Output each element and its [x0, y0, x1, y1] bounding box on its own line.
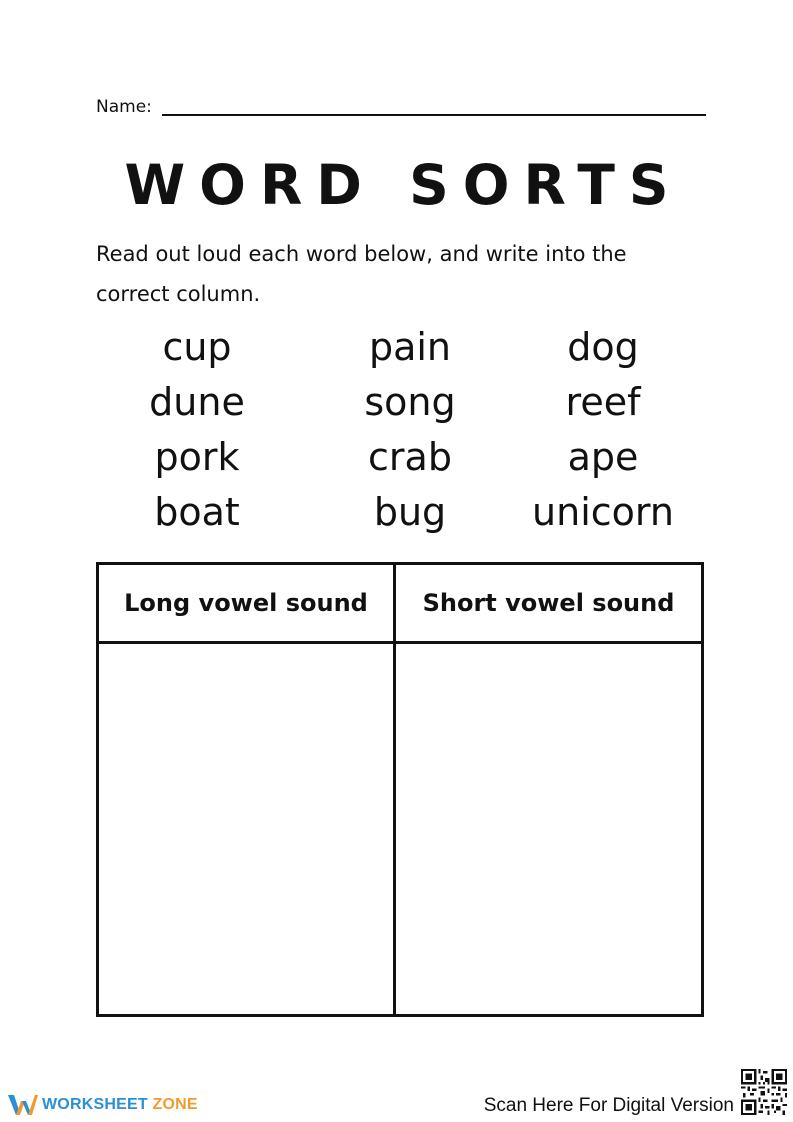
worksheet-zone-logo[interactable] — [8, 1090, 198, 1120]
worksheet-title: WORD SORTS — [124, 153, 683, 217]
instructions-text: Read out loud each word below, and write into the correct column. — [96, 242, 627, 306]
word-item: pain — [368, 325, 452, 369]
name-label: Name: — [96, 97, 152, 117]
sort-table — [96, 562, 704, 1017]
word-item: crab — [368, 435, 452, 479]
word-item: bug — [373, 490, 447, 534]
name-row — [96, 96, 706, 120]
word-item: cup — [162, 325, 232, 369]
name-write-line[interactable] — [162, 114, 706, 116]
header-long-vowel: Long vowel sound — [124, 589, 368, 617]
word-item: dune — [149, 380, 245, 424]
word-item: ape — [567, 435, 639, 479]
scan-instruction: Scan Here For Digital Version — [483, 1095, 734, 1116]
word-row — [96, 320, 706, 375]
word-bank — [96, 320, 706, 540]
table-header — [99, 565, 701, 644]
word-row — [96, 430, 706, 485]
word-item: boat — [154, 490, 240, 534]
short-vowel-answer-area[interactable] — [396, 644, 701, 1014]
logo-text — [42, 1096, 198, 1114]
long-vowel-answer-area[interactable] — [99, 644, 393, 1014]
logo-text-part2: ZONE — [152, 1096, 198, 1113]
word-item: pork — [154, 435, 240, 479]
word-item: unicorn — [532, 490, 674, 534]
qr-code-icon[interactable] — [741, 1069, 787, 1115]
word-item: song — [364, 380, 456, 424]
logo-text-part1: WORKSHEET — [42, 1096, 148, 1113]
word-row — [96, 375, 706, 430]
header-short-vowel: Short vowel sound — [422, 589, 675, 617]
w-logo-icon — [8, 1093, 38, 1117]
word-item: reef — [565, 380, 641, 424]
word-row — [96, 485, 706, 540]
word-item: dog — [567, 325, 639, 369]
